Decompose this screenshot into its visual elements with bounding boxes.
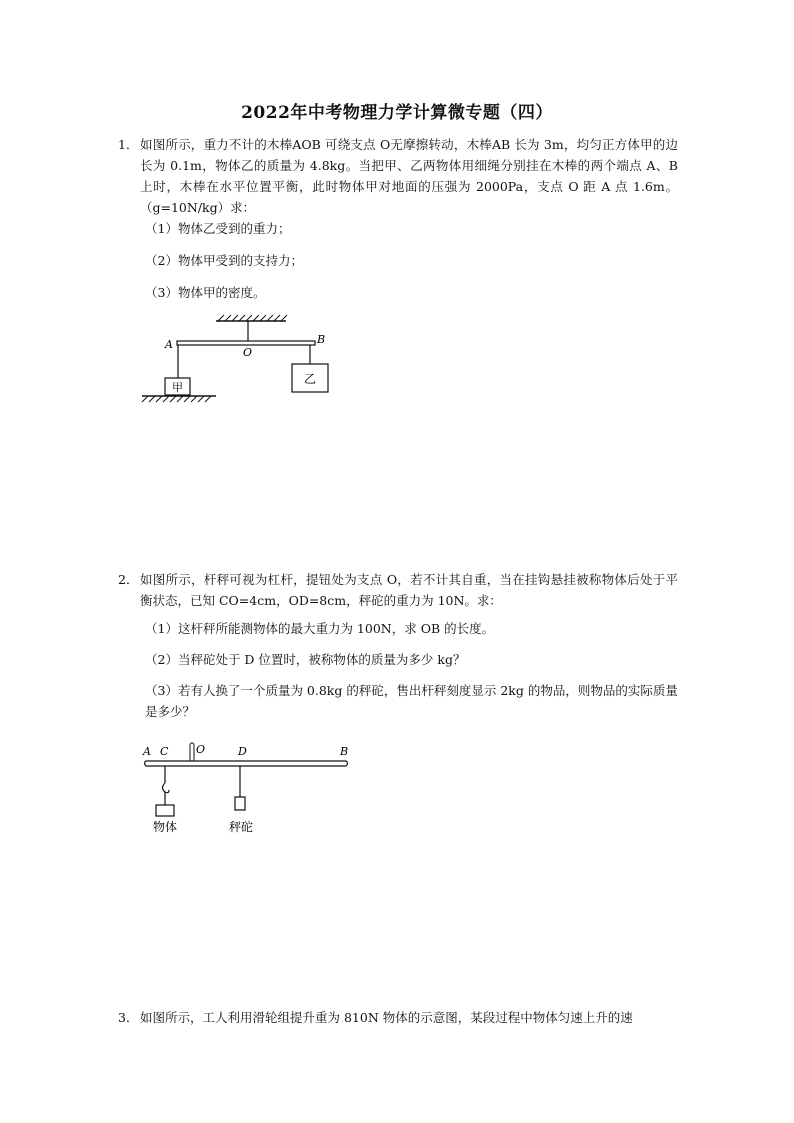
label-o: O	[243, 346, 253, 359]
question-text: 如图所示，重力不计的木棒AOB 可绕支点 O无摩擦转动，木棒AB 长为 3m，均匀正方体甲的边长为 0.1m，物体乙的质量为 4.8kg。当把甲、乙两物体用细绳分别挂在木棒的两个端点 A、B 上时，木棒在水平位置平衡，此时物体甲对地面的压强为 2000Pa，支点 O 距 A 点 1.6m。（g=10N/kg）求：	[140, 137, 678, 215]
object-label: 物体	[152, 820, 178, 834]
lift-handle	[190, 743, 194, 761]
wooden-bar	[177, 341, 315, 345]
block-jia-label: 甲	[172, 381, 183, 394]
object-box	[156, 805, 174, 816]
ground-hatch	[142, 396, 211, 402]
page-title: 2022年中考物理力学计算微专题（四）	[241, 103, 553, 123]
label-o: O	[196, 743, 206, 756]
question-text: 如图所示，工人利用滑轮组提升重为 810N 物体的示意图，某段过程中物体匀速上升的速	[140, 1010, 633, 1025]
label-b: B	[317, 333, 326, 346]
sub-question-1-3: （3）物体甲的密度。	[145, 285, 266, 300]
sub-question-2-1: （1）这杆秤所能测物体的最大重力为 100N，求 OB 的长度。	[145, 621, 495, 636]
label-c: C	[160, 745, 169, 758]
hook	[163, 783, 170, 793]
steelyard-figure	[138, 735, 358, 840]
question-2	[118, 569, 678, 611]
question-number: 1．	[118, 137, 139, 152]
label-b: B	[340, 745, 349, 758]
question-number: 2．	[118, 572, 139, 587]
weight-label: 秤砣	[228, 820, 254, 834]
label-a: A	[143, 745, 151, 758]
block-yi-label: 乙	[303, 372, 317, 386]
question-1	[118, 134, 678, 218]
question-text: 如图所示，杆秤可视为杠杆，提钮处为支点 O，若不计其自重，当在挂钩悬挂被称物体后处于平衡状态，已知 CO=4cm，OD=8cm，秤砣的重力为 10N。求：	[140, 572, 678, 608]
counterweight	[235, 797, 245, 810]
label-d: D	[238, 745, 247, 758]
lever-figure-1	[130, 310, 360, 410]
steelyard-beam	[145, 761, 348, 766]
ceiling-hatch	[218, 315, 287, 321]
sub-question-2-3: （3）若有人换了一个质量为 0.8kg 的秤砣，售出杆秤刻度显示 2kg 的物品，则物品的实际质量是多少？	[145, 683, 678, 719]
sub-question-1-2: （2）物体甲受到的支持力；	[145, 253, 303, 268]
label-a: A	[165, 338, 173, 351]
question-number: 3．	[118, 1010, 139, 1025]
sub-question-1-1: （1）物体乙受到的重力；	[145, 221, 291, 236]
sub-question-2-2: （2）当秤砣处于 D 位置时，被称物体的质量为多少 kg？	[145, 652, 466, 667]
question-3	[118, 1007, 678, 1028]
